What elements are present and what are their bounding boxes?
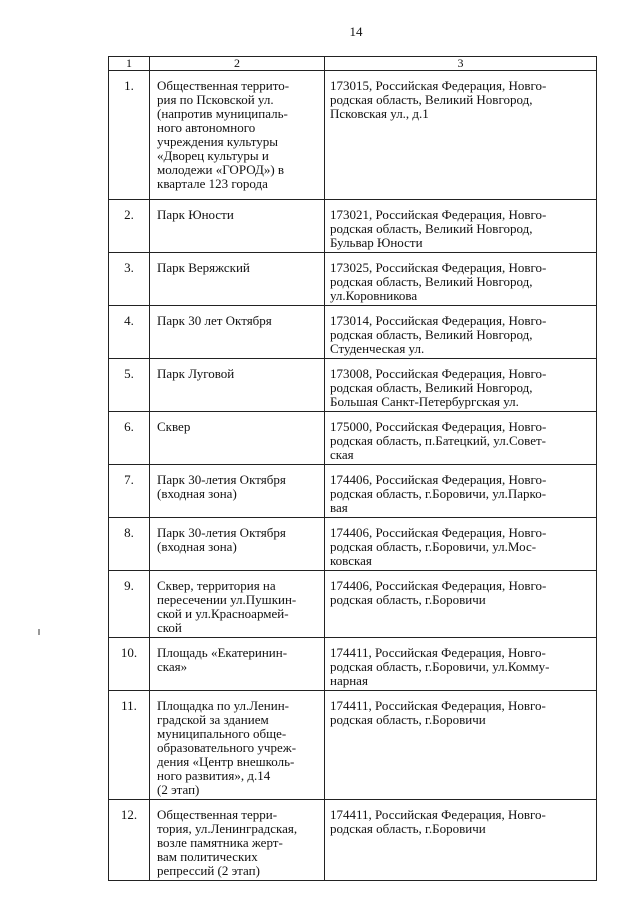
object-name: Парк 30 лет Октября (150, 306, 325, 359)
object-name: Парк 30-летия Октября (входная зона) (150, 465, 325, 518)
table-row (109, 412, 597, 465)
table-row (109, 253, 597, 306)
object-address: 174411, Российская Федерация, Новго- родская область, г.Боровичи, ул.Комму- нарная (325, 638, 597, 691)
row-number: 3. (109, 253, 150, 306)
header-col-3: 3 (325, 57, 597, 71)
object-address: 174411, Российская Федерация, Новго- родская область, г.Боровичи (325, 800, 597, 881)
object-name: Парк Луговой (150, 359, 325, 412)
row-number: 12. (109, 800, 150, 881)
row-number: 6. (109, 412, 150, 465)
table-row (109, 518, 597, 571)
table-row (109, 691, 597, 800)
object-name: Парк 30-летия Октября (входная зона) (150, 518, 325, 571)
row-number: 10. (109, 638, 150, 691)
table-header-row (109, 57, 597, 71)
object-address: 174411, Российская Федерация, Новго- родская область, г.Боровичи (325, 691, 597, 800)
table-row (109, 359, 597, 412)
table-row (109, 800, 597, 881)
object-name: Сквер, территория на пересечении ул.Пушкин- ской и ул.Красноармей- ской (150, 571, 325, 638)
row-number: 11. (109, 691, 150, 800)
table-row (109, 571, 597, 638)
object-address: 173015, Российская Федерация, Новго- родская область, Великий Новгород, Псковская ул., д.1 (325, 71, 597, 200)
row-number: 8. (109, 518, 150, 571)
row-number: 1. (109, 71, 150, 200)
row-number: 4. (109, 306, 150, 359)
object-address: 174406, Российская Федерация, Новго- родская область, г.Боровичи (325, 571, 597, 638)
page-number: 14 (349, 24, 363, 39)
object-name: Общественная террито- рия по Псковской ул. (напротив муниципаль- ного автономного учреждения культуры «Дворец культуры и молодежи «ГОРОД») в квартале 123 города (150, 71, 325, 200)
row-number: 2. (109, 200, 150, 253)
table-row (109, 200, 597, 253)
row-number: 5. (109, 359, 150, 412)
object-address: 173008, Российская Федерация, Новго- родская область, Великий Новгород, Большая Санкт-Петербургская ул. (325, 359, 597, 412)
object-name: Сквер (150, 412, 325, 465)
object-address: 174406, Российская Федерация, Новго- родская область, г.Боровичи, ул.Парко- вая (325, 465, 597, 518)
object-address: 175000, Российская Федерация, Новго- родская область, п.Батецкий, ул.Совет- ская (325, 412, 597, 465)
object-name: Площадка по ул.Ленин- градской за зданием муниципального обще- образовательного учреж- дения «Центр внешколь- ного развития», д.14 (2 этап) (150, 691, 325, 800)
object-address: 173014, Российская Федерация, Новго- родская область, Великий Новгород, Студенческая ул. (325, 306, 597, 359)
object-name: Общественная терри- тория, ул.Ленинградская, возле памятника жерт- вам политических репрессий (2 этап) (150, 800, 325, 881)
row-number: 9. (109, 571, 150, 638)
stray-mark (38, 629, 40, 635)
object-address: 173025, Российская Федерация, Новго- родская область, Великий Новгород, ул.Коровникова (325, 253, 597, 306)
objects-table (108, 56, 597, 881)
header-col-2: 2 (150, 57, 325, 71)
object-name: Площадь «Екатеринин- ская» (150, 638, 325, 691)
object-name: Парк Юности (150, 200, 325, 253)
table-row (109, 465, 597, 518)
table-row (109, 306, 597, 359)
row-number: 7. (109, 465, 150, 518)
table-row (109, 638, 597, 691)
header-col-1: 1 (109, 57, 150, 71)
object-address: 174406, Российская Федерация, Новго- родская область, г.Боровичи, ул.Мос- ковская (325, 518, 597, 571)
object-address: 173021, Российская Федерация, Новго- родская область, Великий Новгород, Бульвар Юности (325, 200, 597, 253)
object-name: Парк Веряжский (150, 253, 325, 306)
table-row (109, 71, 597, 200)
